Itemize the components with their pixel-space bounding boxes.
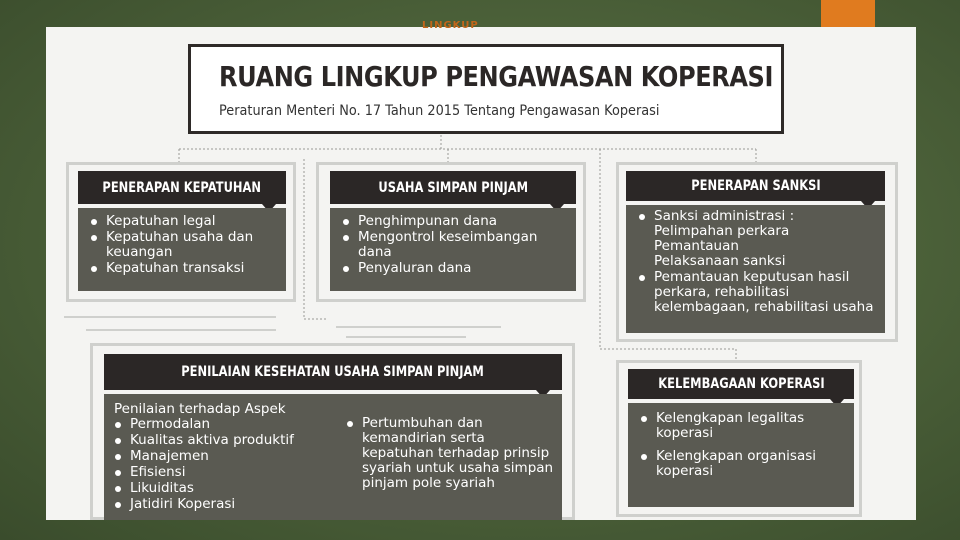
list-item: Efisiensi [112,465,342,480]
box-header: PENERAPAN SANKSI [626,171,885,201]
box-usaha-simpan-pinjam [316,162,586,302]
list-item: Pertumbuhan dan kemandirian serta kepatuhan terhadap prinsip syariah untuk usaha simpan pinjam pole syariah [344,416,554,491]
list-item: Kelengkapan organisasi koperasi [638,449,844,479]
list-item: Kepatuhan transaksi [88,261,276,276]
page-title: RUANG LINGKUP PENGAWASAN KOPERASI [219,60,773,93]
box-kelembagaan-koperasi [616,360,862,517]
box-body [78,208,286,291]
title-box [188,44,784,134]
box-body [330,208,576,291]
list-item: Kualitas aktiva produktif [112,433,342,448]
list-item: Pemantauan keputusan hasil perkara, rehabilitasi kelembagaan, rehabilitasi usaha [636,270,875,315]
box-body [626,205,885,333]
list-item: Kelengkapan legalitas koperasi [638,411,844,441]
top-cropped-label: LINGKUP [422,20,479,31]
sub-item: Pelimpahan perkara [654,223,790,239]
page-subtitle: Peraturan Menteri No. 17 Tahun 2015 Tentang Pengawasan Koperasi [219,103,660,119]
list-item: Manajemen [112,449,342,464]
sub-item: Pemantauan [654,238,739,254]
left-column [112,402,342,513]
list-item: Penghimpunan dana [340,214,566,229]
box-penilaian-kesehatan [90,343,575,520]
box-header: PENERAPAN KEPATUHAN [78,171,286,204]
list-item: Penyaluran dana [340,261,566,276]
list-item: Permodalan [112,417,342,432]
box-penerapan-sanksi [616,162,898,342]
box-body [628,403,854,507]
list-item: Jatidiri Koperasi [112,497,342,512]
box-header: PENILAIAN KESEHATAN USAHA SIMPAN PINJAM [104,354,562,390]
list-item-heading: Sanksi administrasi : [654,208,795,224]
list-item [636,209,875,269]
column-heading: Penilaian terhadap Aspek [114,401,286,417]
list-item: Likuiditas [112,481,342,496]
box-header: KELEMBAGAAN KOPERASI [628,369,854,399]
list-item: Kepatuhan usaha dan keuangan [88,230,276,260]
slide [46,20,916,520]
accent-bar [821,0,875,27]
sub-item: Pelaksanaan sanksi [654,253,786,269]
list-item: Kepatuhan legal [88,214,276,229]
list-item: Mengontrol keseimbangan dana [340,230,566,260]
box-body [104,394,562,520]
box-penerapan-kepatuhan [66,162,296,302]
right-column [344,416,554,492]
box-header: USAHA SIMPAN PINJAM [330,171,576,204]
